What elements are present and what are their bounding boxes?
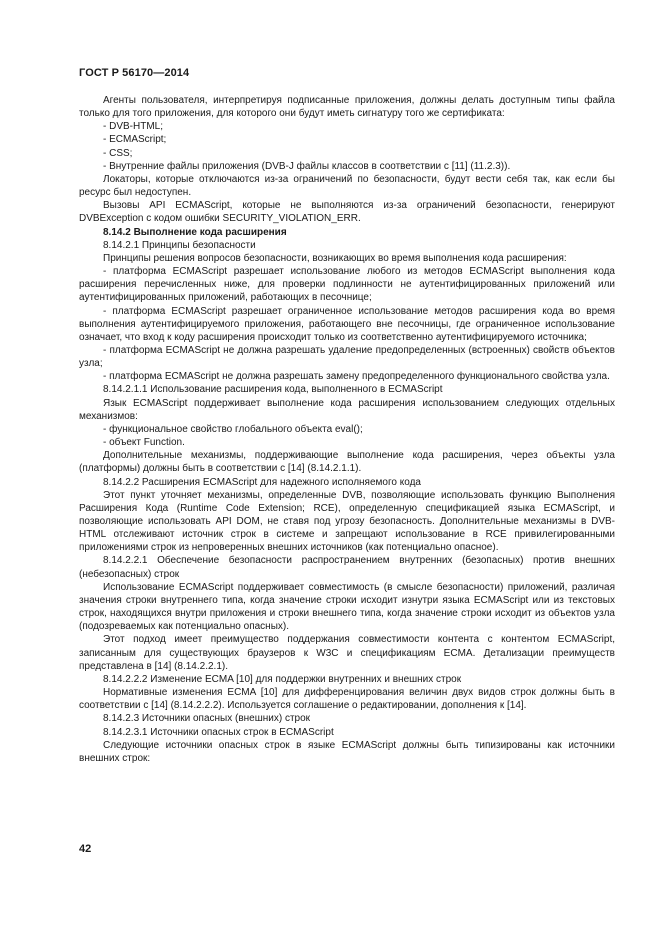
subsection-heading: 8.14.2.2.2 Изменение ECMA [10] для поддержки внутренних и внешних строк: [103, 673, 462, 685]
list-item: - платформа ECMAScript разрешает использование любого из методов ECMAScript выполнения кода расширения перечисленных ниже, для проверки подлинности не аутентифицированных приложений или аутентифицированных приложений, работающих в песочнице;: [79, 266, 615, 304]
subsection-heading: 8.14.2.1.1 Использование расширения кода, выполненного в ECMAScript: [103, 384, 443, 396]
list-item: - платформа ECMAScript не должна разрешать удаление предопределенных (встроенных) свойств объектов узла;: [79, 344, 615, 370]
document-header: ГОСТ Р 56170—2014: [79, 67, 190, 79]
list-item: - функциональное свойство глобального объекта eval();: [103, 423, 363, 435]
list-item: - ECMAScript;: [103, 134, 167, 146]
list-item: - объект Function.: [103, 437, 185, 449]
subsection-heading: 8.14.2.3 Источники опасных (внешних) строк: [103, 713, 311, 725]
list-item: - DVB-HTML;: [103, 121, 163, 133]
list-item: - платформа ECMAScript разрешает ограниченное использование методов расширения кода во время выполнения аутентифицируемого приложения, работающего вне песочницы, где ограниченное использование означает, что вход к коду расширения происходит только из соответственно аутентифицируемого источника;: [79, 305, 615, 343]
list-item: - CSS;: [103, 147, 133, 159]
paragraph: Этот подход имеет преимущество поддержания совместимости контента с контентом ECMAScript, записанным для существующих браузеров к W3C и спецификациям ECMA. Детализации преимуществ представлена в [14] (8.14.2.2.1).: [79, 634, 615, 672]
paragraph: Использование ECMAScript поддерживает совместимость (в смысле безопасности) приложений, различая значения строки внутреннего типа, когда значение строки исходит изнутри языка ECMAScript или из текстовых строк, находящихся внутри приложения и строки внешнего типа, когда значение строки исходит из объектов узла (подозреваемых как потенциально опасных).: [79, 581, 615, 633]
paragraph: Дополнительные механизмы, поддерживающие выполнение кода расширения, через объекты узла (платформы) должны быть в соответствии с [14] (8.14.2.1.1).: [79, 450, 615, 475]
section-heading: 8.14.2 Выполнение кода расширения: [103, 226, 287, 238]
paragraph: Принципы решения вопросов безопасности, возникающих во время выполнения кода расширения:: [103, 252, 567, 264]
subsection-heading: 8.14.2.3.1 Источники опасных строк в ECMAScript: [103, 726, 334, 738]
paragraph: Локаторы, которые отключаются из-за ограничений по безопасности, будут вести себя так, как если бы ресурс был недоступен.: [79, 173, 615, 199]
subsection-heading: 8.14.2.2 Расширения ECMAScript для надежного исполняемого кода: [103, 476, 421, 488]
paragraph: Язык ECMAScript поддерживает выполнение кода расширения использованием следующих отдельных механизмов:: [79, 397, 615, 422]
paragraph: Этот пункт уточняет механизмы, определенные DVB, позволяющие использовать функцию Выполнения Расширения Кода (Runtime Code Extension; RCE), определенную спецификацией языка ECMAScript, и позволяющие использовать API DOM, не ставя под угрозу безопасность. Дополнительные механизмы в DVB-HTML отслеживают источник строк в системе и запрещают использование в RCE привилегированными приложениями строк из непроверенных внешних источников (как потенциально опасное).: [79, 489, 615, 554]
list-item: - платформа ECMAScript не должна разрешать замену предопределенного функционального свойства узла.: [103, 371, 610, 383]
paragraph: Нормативные изменения ECMA [10] для дифференцирования величин двух видов строк должны быть в соответствии с [14] (8.14.2.2.2). Используется соглашение о редактировании, дополнения к [14].: [79, 687, 615, 712]
paragraph: Вызовы API ECMAScript, которые не выполняются из-за ограничений безопасности, генерируют DVBException с кодом ошибки SECURITY_VIOLATION_ERR.: [79, 200, 615, 225]
paragraph: Следующие источники опасных строк в языке ECMAScript должны быть типизированы как источники внешних строк:: [79, 739, 615, 764]
subsection-heading: 8.14.2.1 Принципы безопасности: [103, 239, 256, 251]
subsection-heading: 8.14.2.2.1 Обеспечение безопасности распространением внутренних (безопасных) против внешних (небезопасных) строк: [79, 555, 615, 580]
document-body: [79, 94, 615, 765]
page-number: 42: [79, 843, 92, 855]
paragraph: Агенты пользователя, интерпретируя подписанные приложения, должны делать доступным типы файла только для того приложения, для которого они будут иметь сигнатуру того же сертификата:: [79, 95, 615, 120]
list-item: - Внутренние файлы приложения (DVB-J файлы классов в соответствии с [11] (11.2.3)).: [103, 160, 511, 172]
